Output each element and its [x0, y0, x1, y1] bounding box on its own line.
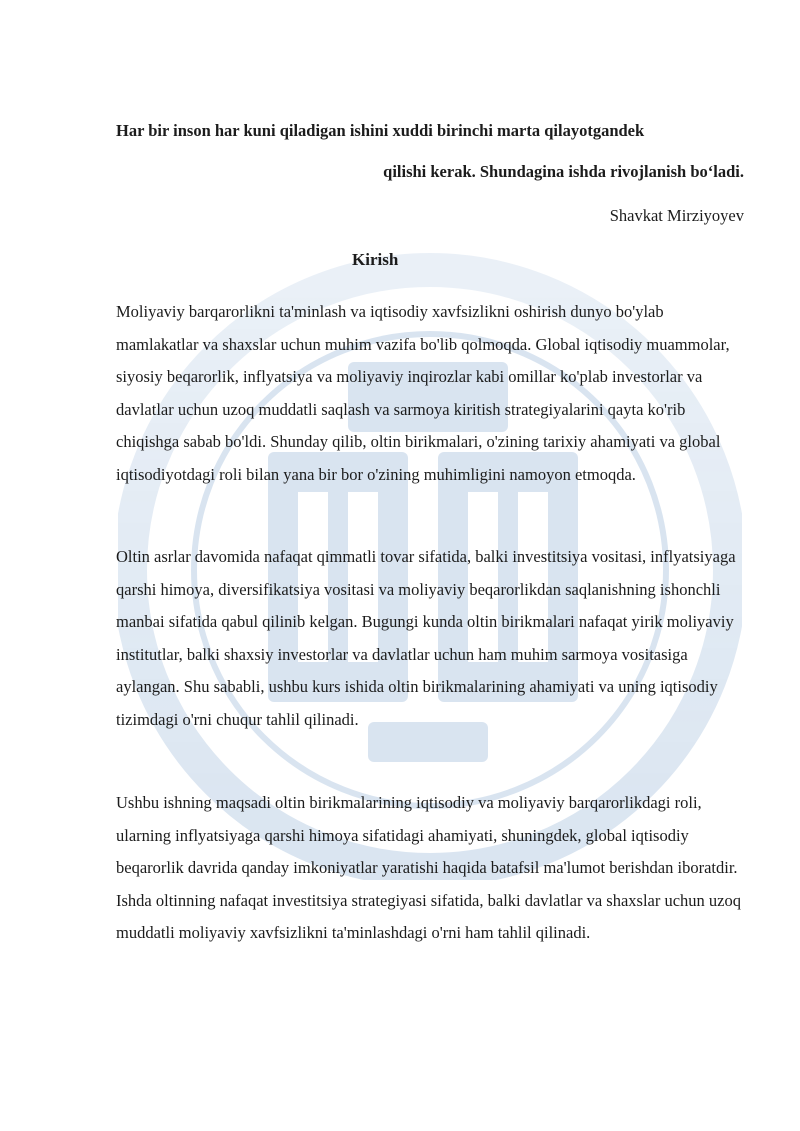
epigraph-author: Shavkat Mirziyoyev	[609, 206, 744, 225]
paragraph-2: Oltin asrlar davomida nafaqat qimmatli tovar sifatida, balki investitsiya vositasi, inflyatsiyaga qarshi himoya, diversifikatsiya vositasi va moliyaviy beqarorlikdan saqlanishning ishonchli manbai sifatida qabul qilinib kelgan. Bugungi kunda oltin birikmalari nafaqat yirik moliyaviy institutlar, balki shaxsiy investorlar va davlatlar uchun ham muhim sarmoya vositasiga aylangan. Shu sababli, ushbu kurs ishida oltin birikmalarining ahamiyati va uning iqtisodiy tizimdagi o'rni chuqur tahlil qilinadi.	[116, 547, 736, 729]
paragraph-3: Ushbu ishning maqsadi oltin birikmalarining iqtisodiy va moliyaviy barqarorlikdagi roli, ularning inflyatsiyaga qarshi himoya sifatidagi ahamiyati, shuningdek, global iqtisodiy beqarorlik davrida qanday imkoniyatlar yaratishi haqida batafsil ma'lumot berishdan iboratdir. Ishda oltinning nafaqat investitsiya strategiyasi sifatida, balki davlatlar va shaxslar uchun uzoq muddatli moliyaviy xavfsizlikni ta'minlashdagi o'rni ham tahlil qilinadi.	[116, 793, 741, 943]
paragraph-1: Moliyaviy barqarorlikni ta'minlash va iqtisodiy xavfsizlikni oshirish dunyo bo'ylab mamlakatlar va shaxslar uchun muhim vazifa bo'lib qolmoqda. Global iqtisodiy muammolar, siyosiy beqarorlik, inflyatsiya va moliyaviy inqirozlar kabi omillar ko'plab investorlar va davlatlar uchun uzoq muddatli saqlash va sarmoya kiritish strategiyalarini qayta ko'rib chiqishga sabab bo'ldi. Shunday qilib, oltin birikmalari, o'zining tarixiy ahamiyati va global iqtisodiyotdagi roli bilan yana bir bor o'zining muhimligini namoyon etmoqda.	[116, 302, 730, 484]
section-heading: Kirish	[352, 250, 399, 269]
epigraph-quote-line-1: Har bir inson har kuni qiladigan ishini xuddi birinchi marta qilayotgandek	[116, 121, 645, 140]
epigraph-quote-line-2: qilishi kerak. Shundagina ishda rivojlanish bo‘ladi.	[383, 162, 744, 181]
